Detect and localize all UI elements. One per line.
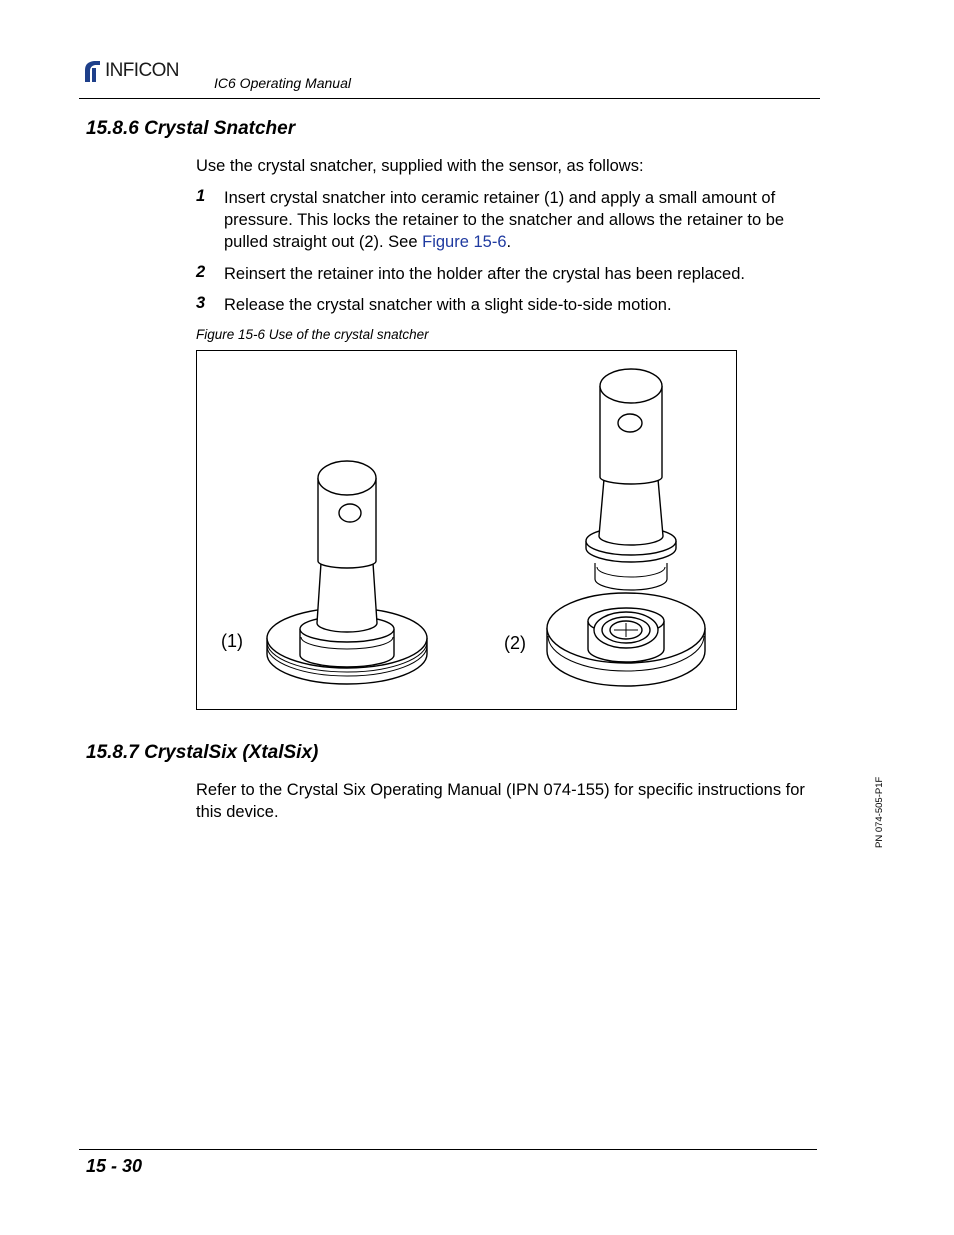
- step-number: 2: [196, 263, 206, 281]
- part-number-margin: PN 074-505-P1F: [874, 776, 885, 848]
- step-number: 3: [196, 294, 206, 312]
- footer-rule: [79, 1149, 817, 1150]
- section-heading-crystalsix: 15.8.7 CrystalSix (XtalSix): [86, 742, 319, 763]
- section-intro: Use the crystal snatcher, supplied with the sensor, as follows:: [196, 157, 644, 175]
- figure-caption: Figure 15-6 Use of the crystal snatcher: [196, 327, 429, 342]
- step-text: Reinsert the retainer into the holder after the crystal has been replaced.: [224, 265, 745, 283]
- inficon-logo: [80, 58, 198, 84]
- snatcher-lifted-drawing: [547, 369, 705, 686]
- figure-reference-link[interactable]: Figure 15-6: [422, 233, 507, 251]
- snatcher-in-retainer-drawing: [267, 461, 427, 684]
- step-text: Insert crystal snatcher into ceramic retainer (1) and apply a small amount of pressure. This locks the retainer to the snatcher and allows the retainer to be pulled straight out (2). See Figure 15-6.: [224, 189, 785, 251]
- figure-label-2: (2): [504, 633, 526, 653]
- logo-wordmark: INFICON: [105, 60, 179, 81]
- section-heading-crystal-snatcher: 15.8.6 Crystal Snatcher: [86, 118, 296, 139]
- page-number: 15 - 30: [86, 1156, 143, 1176]
- crystal-snatcher-figure: [196, 350, 737, 710]
- step-number: 1: [196, 187, 206, 205]
- section-text: Refer to the Crystal Six Operating Manual (IPN 074-155) for specific instructions for this device.: [196, 781, 805, 821]
- crystal-snatcher-illustration: [197, 351, 738, 711]
- header-rule: [79, 98, 820, 99]
- step-text: Release the crystal snatcher with a slight side-to-side motion.: [224, 296, 672, 314]
- inficon-logo-mark-icon: [80, 58, 104, 84]
- document-title: IC6 Operating Manual: [214, 75, 351, 91]
- figure-label-1: (1): [221, 631, 243, 651]
